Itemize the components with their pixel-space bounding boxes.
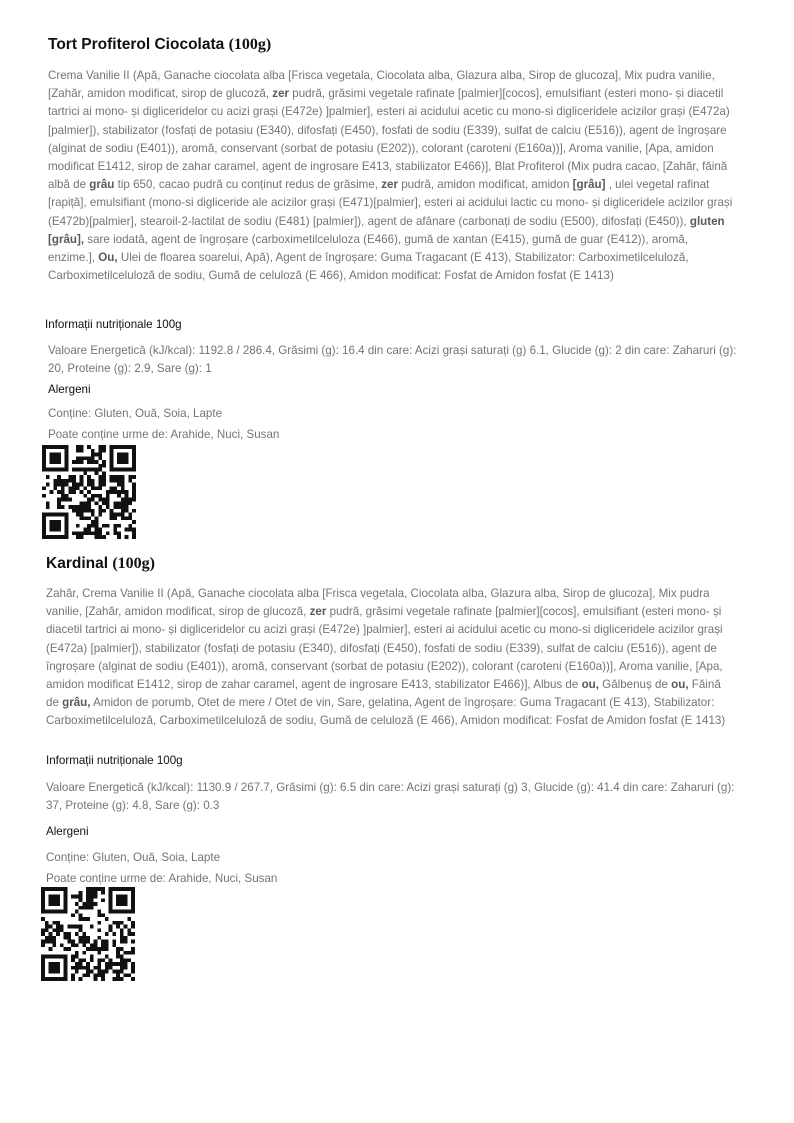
qr-code-icon (42, 445, 136, 539)
product-title (48, 36, 271, 54)
allergens-may-contain: Poate conține urme de: Arahide, Nuci, Susan (48, 428, 280, 441)
ingredients-text (46, 585, 736, 731)
ingredients-segment: tip 650, cacao pudră cu conținut redus de grăsime, (114, 178, 382, 192)
ingredients-segment: Amidon de porumb, Otet de mere / Otet de vin, Sare, gelatina, Agent de îngroșare: Guma Tragacant (E 413), Stabilizator: Carboximetilceluloză, Carboximetilceluloză de sodiu, Gumă de celuloză (E 466), Amidon modificat: Fosfat de Amidon fosfat (E 1413) (46, 696, 726, 728)
allergen-highlight: zer (309, 605, 327, 619)
allergens-contains: Conține: Gluten, Ouă, Soia, Lapte (48, 407, 223, 420)
allergen-highlight: grâu, (62, 696, 91, 710)
allergen-highlight: gluten [grâu], (48, 214, 725, 246)
allergens-label: Alergeni (46, 825, 89, 838)
product-weight: (100g) (112, 555, 155, 572)
allergen-highlight: zer (272, 87, 290, 101)
ingredients-segment: , ulei vegetal rafinat [rapiță], emulsifiant (mono-si digliceride ale acizilor grași (E471)[palmier], esteri ai acidului lactic cu mono- și digliceridele acizilor grași (E472b)[palmier], stearoil-2-lactilat de sodiu (E481) [palmier]), agent de afânare (carbonați de sodiu (E500), difosfați (E450)), (48, 178, 733, 228)
product-weight: (100g) (228, 36, 272, 53)
ingredients-text (48, 67, 738, 285)
product-title (46, 555, 155, 573)
nutrition-label: Informații nutriționale 100g (45, 318, 182, 331)
ingredients-segment: pudră, grăsimi vegetale rafinate [palmier][cocos], emulsifiant (esteri mono- și diacetil tartrici ai mono- și digliceridelor cu acizi grași (E472e) ]palmier], esteri ai acidului acetic cu mono-si digliceridele acizilor grași (E472a) [palmier]), stabilizator (fosfați de potasiu (E340), difosfați (E450), fosfati de sodiu (E339), sulfat de calciu (E516)), agent de îngroșare (alginat de sodiu (E401)), aromă, conservant (sorbat de potasiu (E202)), colorant (caroteni (E160a))], Aroma vanilie, [Apa, amidon modificat E1412, sirop de zahar caramel, agent de ingrosare E413, stabilizator E466)], Albus de (46, 605, 723, 692)
ingredients-segment: Zahăr, Crema Vanilie II (Apă, Ganache ciocolata alba [Frisca vegetala, Ciocolata alba, Glazura alba, Sirop de glucoza], Mix pudra vanilie, [Zahăr, amidon modificat, sirop de glucoză, (46, 587, 710, 619)
ingredients-segment: Crema Vanilie II (Apă, Ganache ciocolata alba [Frisca vegetala, Ciocolata alba, Glazura alba, Sirop de glucoza], Mix pudra vanilie, [Zahăr, amidon modificat, sirop de glucoză, (48, 69, 715, 101)
ingredients-segment: sare iodată, agent de îngroșare (carboximetilceluloza (E466), gumă de xantan (E415), gumă de guar (E412)), aromă, enzime.], (48, 232, 688, 265)
ingredients-segment: Gălbenuș de (598, 678, 672, 692)
allergen-highlight: [grâu] (572, 178, 606, 192)
allergen-highlight: ou, (671, 678, 689, 692)
ingredients-segment: pudră, amidon modificat, amidon (397, 178, 573, 192)
ingredients-segment: Ulei de floarea soarelui, Apă), Agent de îngroșare: Guma Tragacant (E 413), Stabilizator: Carboximetilceluloză, Carboximetilceluloză de sodiu, Gumă de celuloză (E 466), Amidon modificat: Fosfat de Amidon fosfat (E 1413) (48, 251, 689, 283)
allergens-label: Alergeni (48, 383, 91, 396)
nutrition-values: Valoare Energetică (kJ/kcal): 1130.9 / 267.7, Grăsimi (g): 6.5 din care: Acizi grași saturați (g) 3, Glucide (g): 41.4 din care: Zaharuri (g): 37, Proteine (g): 4.8, Sare (g): 0.3 (46, 781, 735, 812)
nutrition-values: Valoare Energetică (kJ/kcal): 1192.8 / 286.4, Grăsimi (g): 16.4 din care: Acizi grași saturați (g) 6.1, Glucide (g): 2 din care: Zaharuri (g): 20, Proteine (g): 2.9, Sare (g): 1 (48, 344, 737, 375)
nutrition-label: Informații nutriționale 100g (46, 754, 183, 767)
allergen-highlight: ou, (581, 678, 599, 692)
allergens-may-contain: Poate conține urme de: Arahide, Nuci, Susan (46, 872, 278, 885)
allergen-highlight: Ou, (98, 251, 118, 265)
product-name: Kardinal (46, 555, 109, 572)
allergen-highlight: grâu (89, 178, 115, 192)
ingredients-segment: pudră, grăsimi vegetale rafinate [palmier][cocos], emulsifiant (esteri mono- și diacetil tartrici ai mono- și digliceridelor cu acizi grași (E472e) ]palmier], esteri ai acidului acetic cu mono-si digliceridele acizilor grași (E472a) [palmier]), stabilizator (fosfați de potasiu (E340), difosfați (E450), fosfati de sodiu (E339), sulfat de calciu (E516)), agent de îngroșare (alginat de sodiu (E401)), aromă, conservant (sorbat de potasiu (E202)), colorant (caroteni (E160a))], Aroma vanilie, [Apa, amidon modificat E1412, sirop de zahar caramel, agent de ingrosare E413, stabilizator E466)], Blat Profiterol (Mix pudra cacao, [Zahăr, făină albă de (48, 87, 730, 192)
ingredients-segment: Făină de (46, 678, 721, 710)
qr-code-icon (41, 887, 135, 981)
allergens-contains: Conține: Gluten, Ouă, Soia, Lapte (46, 851, 221, 864)
product-name: Tort Profiterol Ciocolata (48, 36, 225, 53)
allergen-highlight: zer (381, 178, 398, 192)
